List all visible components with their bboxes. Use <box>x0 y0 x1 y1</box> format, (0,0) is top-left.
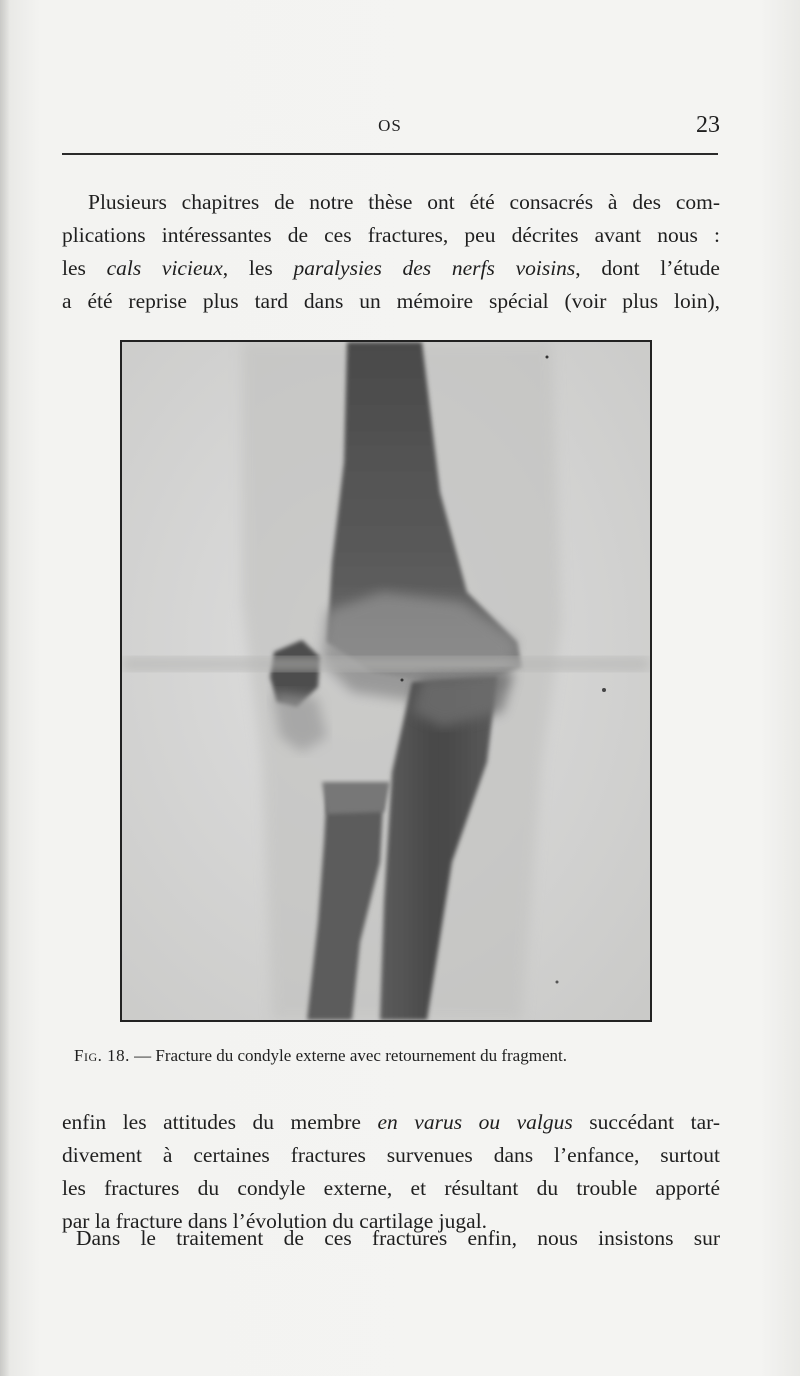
text-line: divement à certaines fractures survenues dans l’enfance, surtout <box>62 1143 720 1167</box>
text-line: par la fracture dans l’évolution du cartilage jugal. <box>62 1209 488 1233</box>
header-rule <box>62 153 718 155</box>
figure-caption-text: — Fracture du condyle externe avec retournement du fragment. <box>134 1046 567 1065</box>
text-line: les fractures du condyle externe, et résultant du trouble apporté <box>62 1176 720 1200</box>
figure-caption <box>74 1046 714 1066</box>
text-line: a été reprise plus tard dans un mémoire spécial (voir plus loin), <box>62 289 720 313</box>
text-line: plications intéressantes de ces fractures, peu décrites avant nous : <box>62 223 720 247</box>
paragraph-last <box>62 1222 720 1255</box>
running-title: OS <box>378 116 402 135</box>
italic-term: cals vicieux <box>106 256 223 280</box>
text-run: enfin les attitudes du membre <box>62 1110 378 1134</box>
italic-term: en varus ou valgus <box>377 1110 573 1134</box>
text-run: , les <box>222 256 294 280</box>
text-run: succédant tar- <box>572 1110 721 1134</box>
italic-term: paralysies des nerfs voisins <box>293 256 576 280</box>
text-line: Dans le traitement de ces fractures enfin, nous insistons sur <box>76 1226 720 1250</box>
page-gutter-shadow <box>0 0 10 1376</box>
text-line-with-italics <box>62 1106 720 1139</box>
text-line: Plusieurs chapitres de notre thèse ont été consacrés à des com- <box>88 190 720 214</box>
radiograph-figure <box>120 340 652 1022</box>
elbow-radiograph-image <box>122 342 650 1020</box>
paragraph-top <box>62 186 720 318</box>
text-line-with-italics <box>62 252 720 285</box>
figure-label: Fig. 18. <box>74 1046 130 1065</box>
paragraph-bottom <box>62 1106 720 1238</box>
running-head <box>60 112 720 142</box>
text-run: , dont l’étude <box>575 256 720 280</box>
page-number: 23 <box>696 112 720 138</box>
text-run: les <box>62 256 107 280</box>
